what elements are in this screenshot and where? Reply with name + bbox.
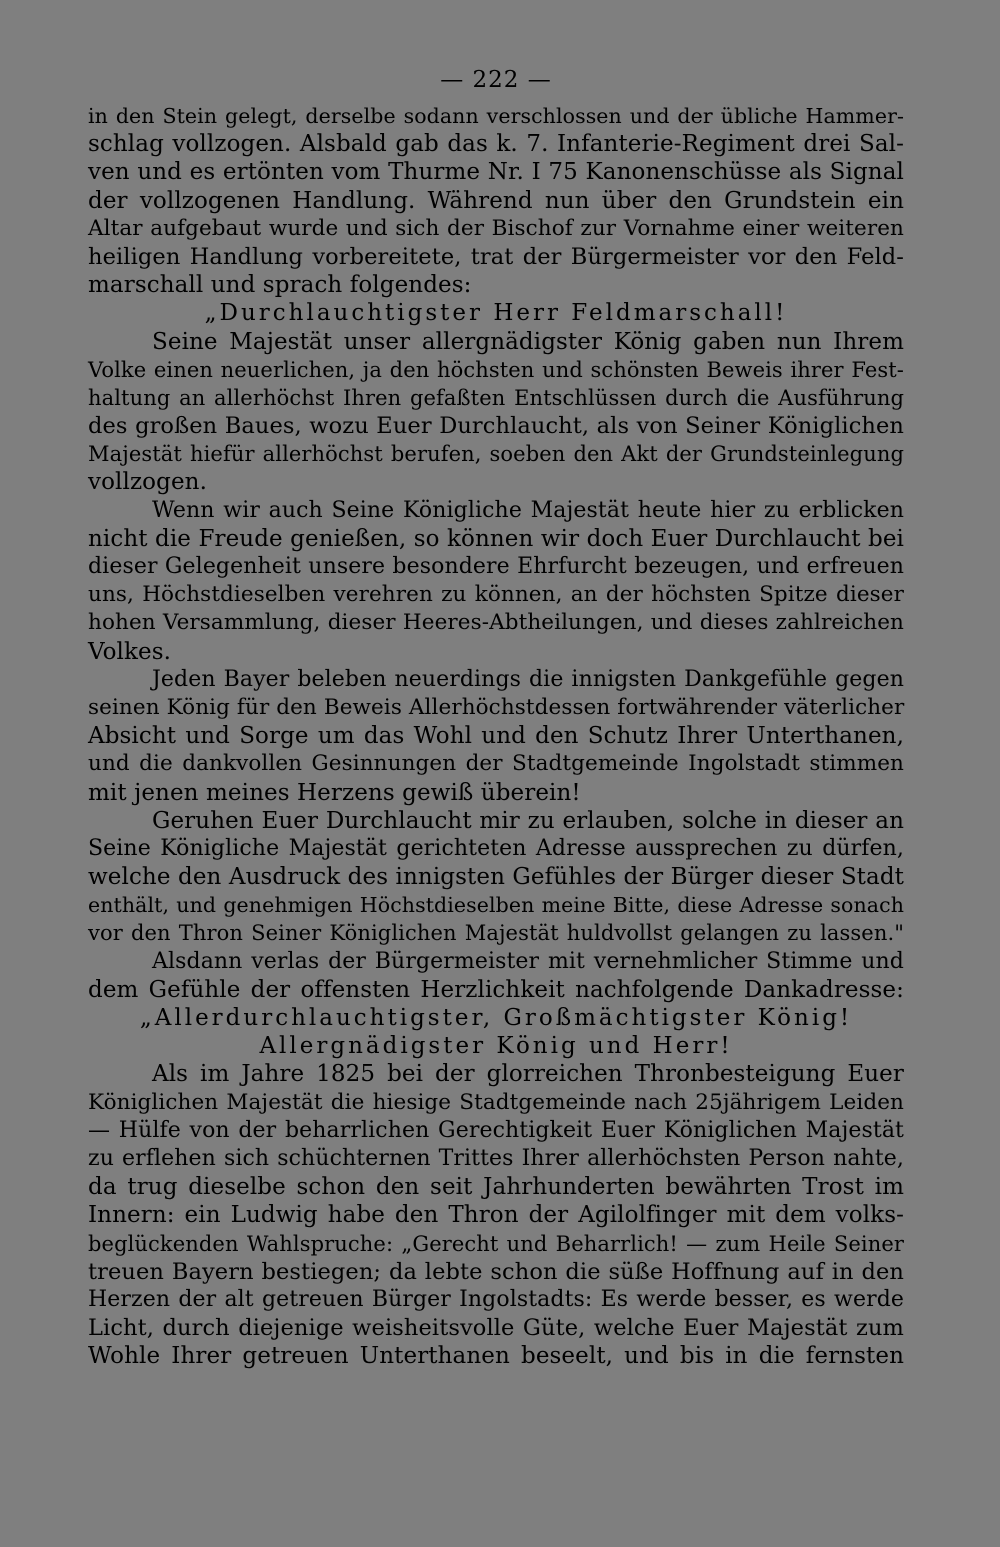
text-line: Innern: ein Ludwig habe den Thron der Agilolfinger mit dem volks- bbox=[88, 1202, 904, 1229]
text-line: Herzen der alt getreuen Bürger Ingolstadts: Es werde besser, es werde bbox=[88, 1286, 904, 1312]
text-line: Majestät hiefür allerhöchst berufen, soeben den Akt der Grundsteinlegung bbox=[88, 442, 904, 467]
page-number: — 222 — bbox=[440, 67, 552, 93]
text-line: der vollzogenen Handlung. Während nun über den Grundstein ein bbox=[88, 187, 904, 214]
text-line: Volkes. bbox=[88, 638, 172, 665]
heading-line: Allergnädigster König und Herr! bbox=[259, 1033, 733, 1060]
text-line: haltung an allerhöchst Ihren gefaßten Entschlüssen durch die Ausführung bbox=[88, 385, 904, 410]
text-line: Königlichen Majestät die hiesige Stadtgemeinde nach 25jährigem Leiden bbox=[88, 1089, 904, 1115]
body-text bbox=[88, 102, 904, 1370]
text-line: Absicht und Sorge um das Wohl und den Schutz Ihrer Unterthanen, bbox=[88, 723, 904, 750]
text-line: Altar aufgebaut wurde und sich der Bischof zur Vornahme einer weiteren bbox=[88, 215, 904, 241]
text-line: schlag vollzogen. Alsbald gab das k. 7. Infanterie-Regiment drei Sal- bbox=[88, 131, 904, 158]
text-line: in den Stein gelegt, derselbe sodann verschlossen und der übliche Hammer- bbox=[88, 104, 904, 128]
text-line: dem Gefühle der offensten Herzlichkeit nachfolgende Dankadresse: bbox=[88, 976, 904, 1003]
text-line: vollzogen. bbox=[88, 469, 207, 496]
text-line: — Hülfe von der beharrlichen Gerechtigkeit Euer Königlichen Majestät bbox=[88, 1117, 904, 1143]
text-line: Geruhen Euer Durchlaucht mir zu erlauben, solche in dieser an bbox=[152, 807, 904, 834]
text-line: Volke einen neuerlichen, ja den höchsten und schönsten Beweis ihrer Fest- bbox=[88, 357, 904, 382]
text-line: heiligen Handlung vorbereitete, trat der Bürgermeister vor den Feld- bbox=[88, 243, 904, 270]
text-line: da trug dieselbe schon den seit Jahrhunderten bewährten Trost im bbox=[88, 1174, 904, 1201]
heading-line: „Durchlauchtigster Herr Feldmarschall! bbox=[204, 300, 788, 327]
text-line: Als im Jahre 1825 bei der glorreichen Thronbesteigung Euer bbox=[152, 1061, 904, 1088]
text-line: Seine Majestät unser allergnädigster König gaben nun Ihrem bbox=[152, 328, 904, 355]
text-line: Alsdann verlas der Bürgermeister mit vernehmlicher Stimme und bbox=[152, 948, 904, 974]
book-page bbox=[88, 58, 904, 1478]
text-line: Jeden Bayer beleben neuerdings die innigsten Dankgefühle gegen bbox=[152, 666, 904, 692]
text-line: Seine Königliche Majestät gerichteten Adresse aussprechen zu dürfen, bbox=[88, 835, 904, 861]
text-line: marschall und sprach folgendes: bbox=[88, 272, 472, 299]
text-line: ven und es ertönten vom Thurme Nr. I 75 Kanonenschüsse als Signal bbox=[88, 159, 904, 186]
text-line: uns, Höchstdieselben verehren zu können, an der höchsten Spitze dieser bbox=[88, 582, 904, 608]
text-line: des großen Baues, wozu Euer Durchlaucht, als von Seiner Königlichen bbox=[88, 413, 904, 440]
text-line: und die dankvollen Gesinnungen der Stadtgemeinde Ingolstadt stimmen bbox=[88, 751, 904, 777]
text-line: treuen Bayern bestiegen; da lebte schon die süße Hoffnung auf in den bbox=[88, 1258, 904, 1285]
text-line: vor den Thron Seiner Königlichen Majestät huldvollst gelangen zu lassen." bbox=[88, 921, 904, 946]
text-line: dieser Gelegenheit unsere besondere Ehrfurcht bezeugen, und erfreuen bbox=[88, 554, 904, 579]
text-line: welche den Ausdruck des innigsten Gefühles der Bürger dieser Stadt bbox=[88, 864, 904, 891]
text-line: Licht, durch diejenige weisheitsvolle Güte, welche Euer Majestät zum bbox=[88, 1315, 904, 1342]
text-line: Wohle Ihrer getreuen Unterthanen beseelt, und bis in die fernsten bbox=[88, 1343, 904, 1370]
text-line: mit jenen meines Herzens gewiß überein! bbox=[88, 779, 581, 806]
text-line: zu erflehen sich schüchternen Trittes Ihrer allerhöchsten Person nahte, bbox=[88, 1145, 904, 1171]
text-line: Wenn wir auch Seine Königliche Majestät heute hier zu erblicken bbox=[152, 497, 904, 523]
text-line: hohen Versammlung, dieser Heeres-Abtheilungen, und dieses zahlreichen bbox=[88, 610, 904, 636]
heading-line: „Allerdurchlauchtigster, Großmächtigster König! bbox=[139, 1005, 853, 1031]
text-line: seinen König für den Beweis Allerhöchstdessen fortwährender väterlicher bbox=[88, 694, 905, 720]
text-line: enthält, und genehmigen Höchstdieselben meine Bitte, diese Adresse sonach bbox=[88, 893, 904, 918]
text-line: nicht die Freude genießen, so können wir doch Euer Durchlaucht bei bbox=[88, 525, 904, 552]
text-line: beglückenden Wahlspruche: „Gerecht und Beharrlich! — zum Heile Seiner bbox=[88, 1231, 904, 1256]
